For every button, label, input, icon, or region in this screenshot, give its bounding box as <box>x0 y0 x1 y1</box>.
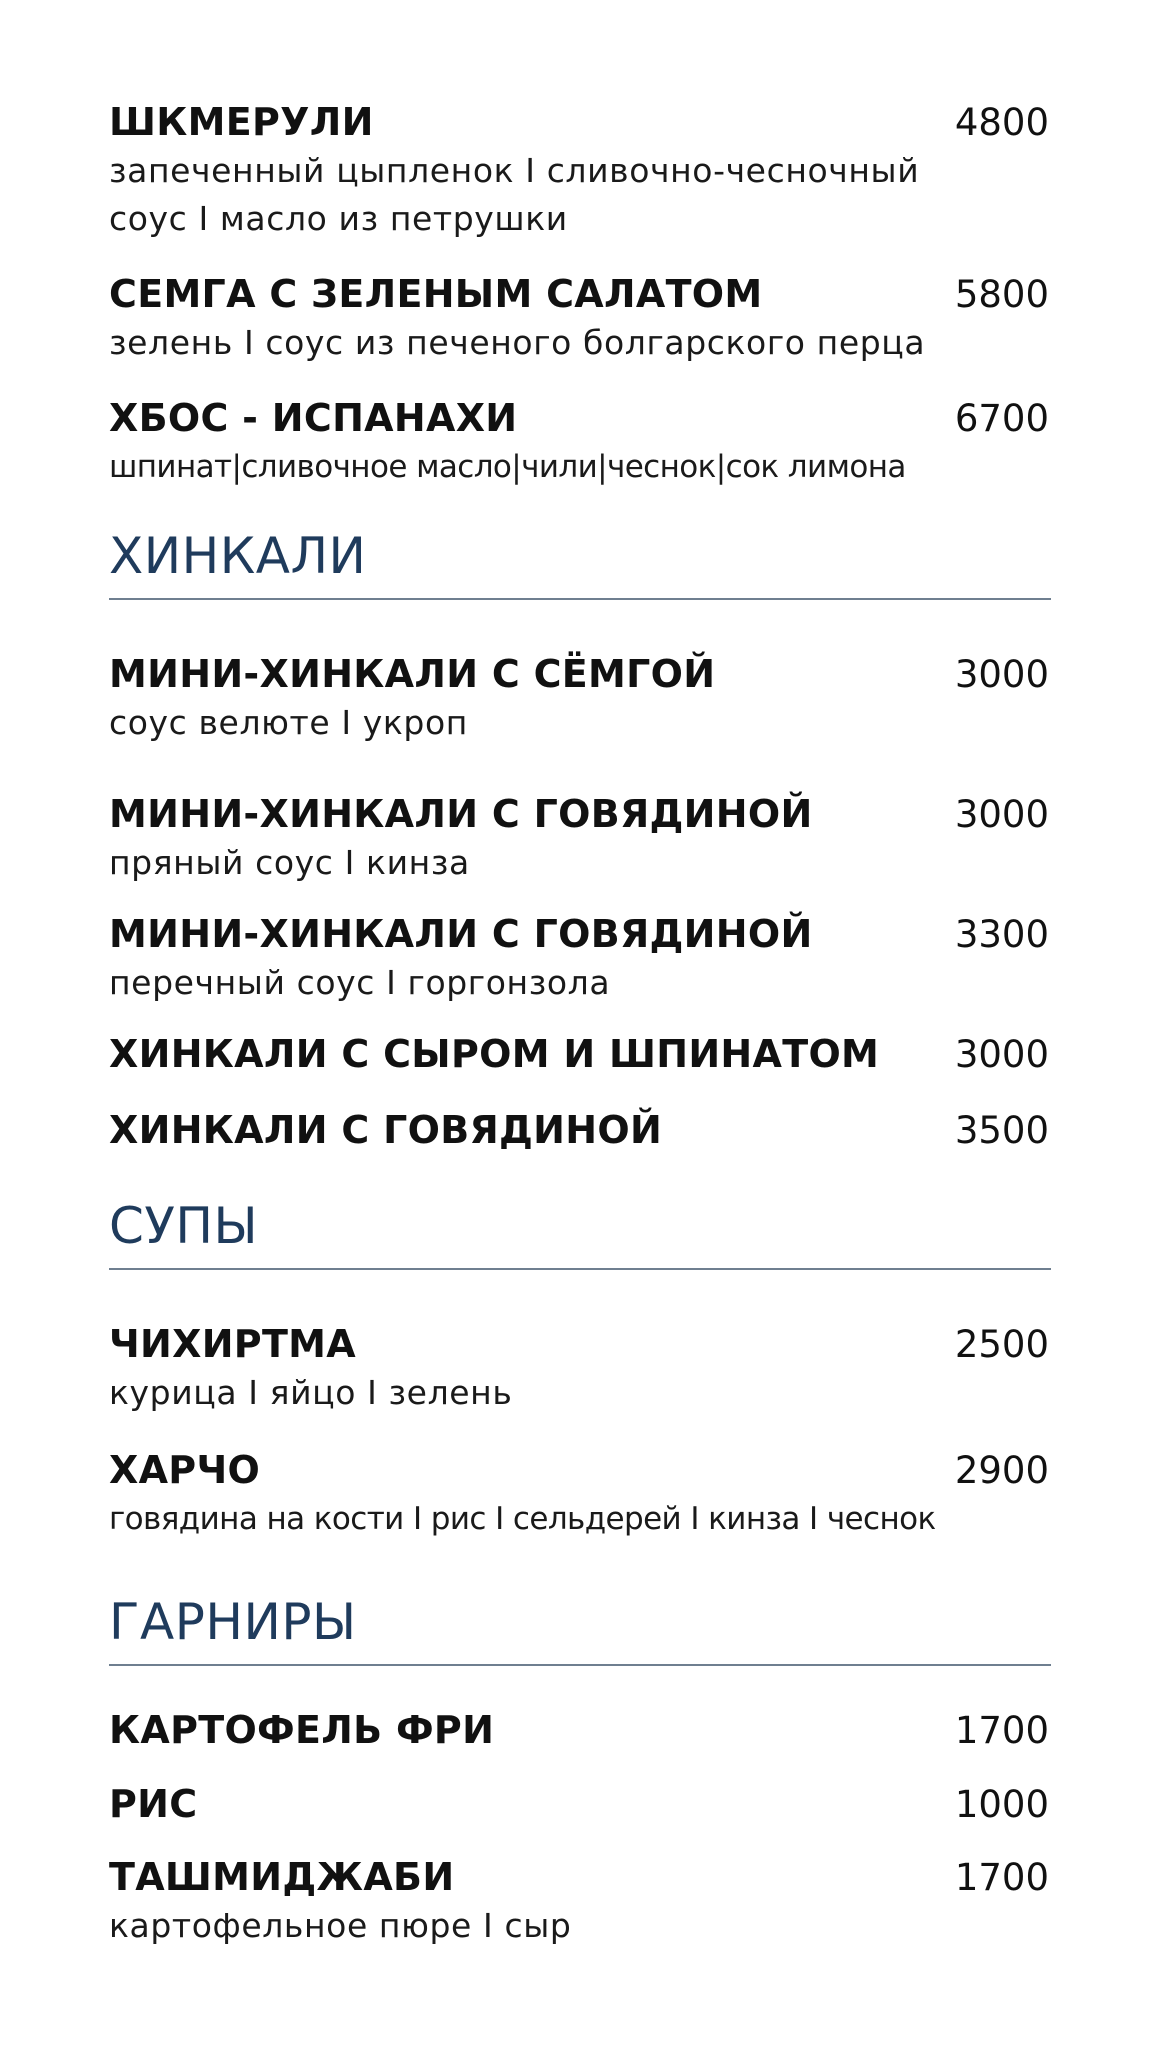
menu-item-rice <box>109 1780 1049 1829</box>
dish-price: 3000 <box>954 1033 1049 1076</box>
section-divider <box>109 1268 1051 1270</box>
dish-name: ХИНКАЛИ С СЫРОМ И ШПИНАТОМ <box>109 1032 880 1076</box>
dish-name: ХАРЧО <box>109 1448 261 1492</box>
dish-name: ХИНКАЛИ С ГОВЯДИНОЙ <box>109 1108 663 1152</box>
dish-price: 6700 <box>954 397 1049 440</box>
menu-item-row <box>109 1320 1049 1369</box>
menu-item-khinkali-cheese-spinach <box>109 1030 1049 1079</box>
dish-name: РИС <box>109 1782 198 1826</box>
menu-item-tashmidzhabi <box>109 1853 1049 1950</box>
dish-name: ТАШМИДЖАБИ <box>109 1855 455 1899</box>
dish-name: СЕМГА С ЗЕЛЕНЫМ САЛАТОМ <box>109 272 763 316</box>
dish-description-line: соус велюте I укроп <box>109 703 468 742</box>
menu-item-khbos-ispanakhi <box>109 394 1049 491</box>
dish-price: 3300 <box>954 913 1049 956</box>
menu-item-french-fries <box>109 1706 1049 1755</box>
section-title: ХИНКАЛИ <box>109 527 367 585</box>
menu-item-row <box>109 98 1049 147</box>
menu-item-row <box>109 1780 1049 1829</box>
dish-name: ЧИХИРТМА <box>109 1322 357 1366</box>
dish-price: 2500 <box>954 1323 1049 1366</box>
menu-item-row <box>109 1030 1049 1079</box>
dish-name: МИНИ-ХИНКАЛИ С ГОВЯДИНОЙ <box>109 792 813 836</box>
dish-description-line: говядина на кости I рис I сельдерей I кинза I чеснок <box>109 1501 936 1537</box>
menu-item-kharcho <box>109 1446 1049 1543</box>
menu-item-mini-khinkali-salmon <box>109 650 1049 747</box>
menu-item-row <box>109 1853 1049 1902</box>
dish-price: 3000 <box>954 793 1049 836</box>
dish-price: 1700 <box>954 1709 1049 1752</box>
dish-name: КАРТОФЕЛЬ ФРИ <box>109 1708 495 1752</box>
dish-price: 2900 <box>954 1449 1049 1492</box>
section-divider <box>109 1664 1051 1666</box>
menu-item-row <box>109 394 1049 443</box>
menu-item-khinkali-beef <box>109 1106 1049 1155</box>
dish-price: 1000 <box>954 1783 1049 1826</box>
menu-item-row <box>109 1106 1049 1155</box>
menu-item-mini-khinkali-beef-pepper <box>109 910 1049 1007</box>
section-header-soups <box>109 1196 1051 1270</box>
dish-description-line: курица I яйцо I зелень <box>109 1373 513 1412</box>
dish-price: 3500 <box>954 1109 1049 1152</box>
section-title: СУПЫ <box>109 1197 259 1255</box>
section-divider <box>109 598 1051 600</box>
menu-item-salmon-salad <box>109 270 1049 367</box>
dish-name: МИНИ-ХИНКАЛИ С ГОВЯДИНОЙ <box>109 912 813 956</box>
menu-item-row <box>109 1446 1049 1495</box>
dish-description-line: картофельное пюре I сыр <box>109 1906 572 1945</box>
section-title: ГАРНИРЫ <box>109 1593 357 1651</box>
menu-item-row <box>109 910 1049 959</box>
dish-description-line: зелень I соус из печеного болгарского перца <box>109 323 926 362</box>
dish-description-line: перечный соус I горгонзола <box>109 963 611 1002</box>
menu-item-row <box>109 650 1049 699</box>
section-header-sides <box>109 1592 1051 1666</box>
dish-price: 1700 <box>954 1856 1049 1899</box>
dish-price: 4800 <box>954 101 1049 144</box>
dish-name: ХБОС - ИСПАНАХИ <box>109 396 518 440</box>
dish-name: МИНИ-ХИНКАЛИ С СЁМГОЙ <box>109 652 716 696</box>
menu-item-row <box>109 790 1049 839</box>
menu-item-row <box>109 270 1049 319</box>
menu-item-chikhirtma <box>109 1320 1049 1417</box>
dish-description-line: соус I масло из петрушки <box>109 199 568 238</box>
dish-description-line: запеченный цыпленок I сливочно-чесночный <box>109 151 920 190</box>
section-header-khinkali <box>109 526 1051 600</box>
menu-item-shkmeruli <box>109 98 1049 243</box>
menu-item-row <box>109 1706 1049 1755</box>
dish-price: 5800 <box>954 273 1049 316</box>
dish-description-line: пряный соус I кинза <box>109 843 470 882</box>
dish-price: 3000 <box>954 653 1049 696</box>
dish-name: ШКМЕРУЛИ <box>109 100 374 144</box>
menu-item-mini-khinkali-beef-spicy <box>109 790 1049 887</box>
dish-description-line: шпинат|сливочное масло|чили|чеснок|сок лимона <box>109 449 906 485</box>
